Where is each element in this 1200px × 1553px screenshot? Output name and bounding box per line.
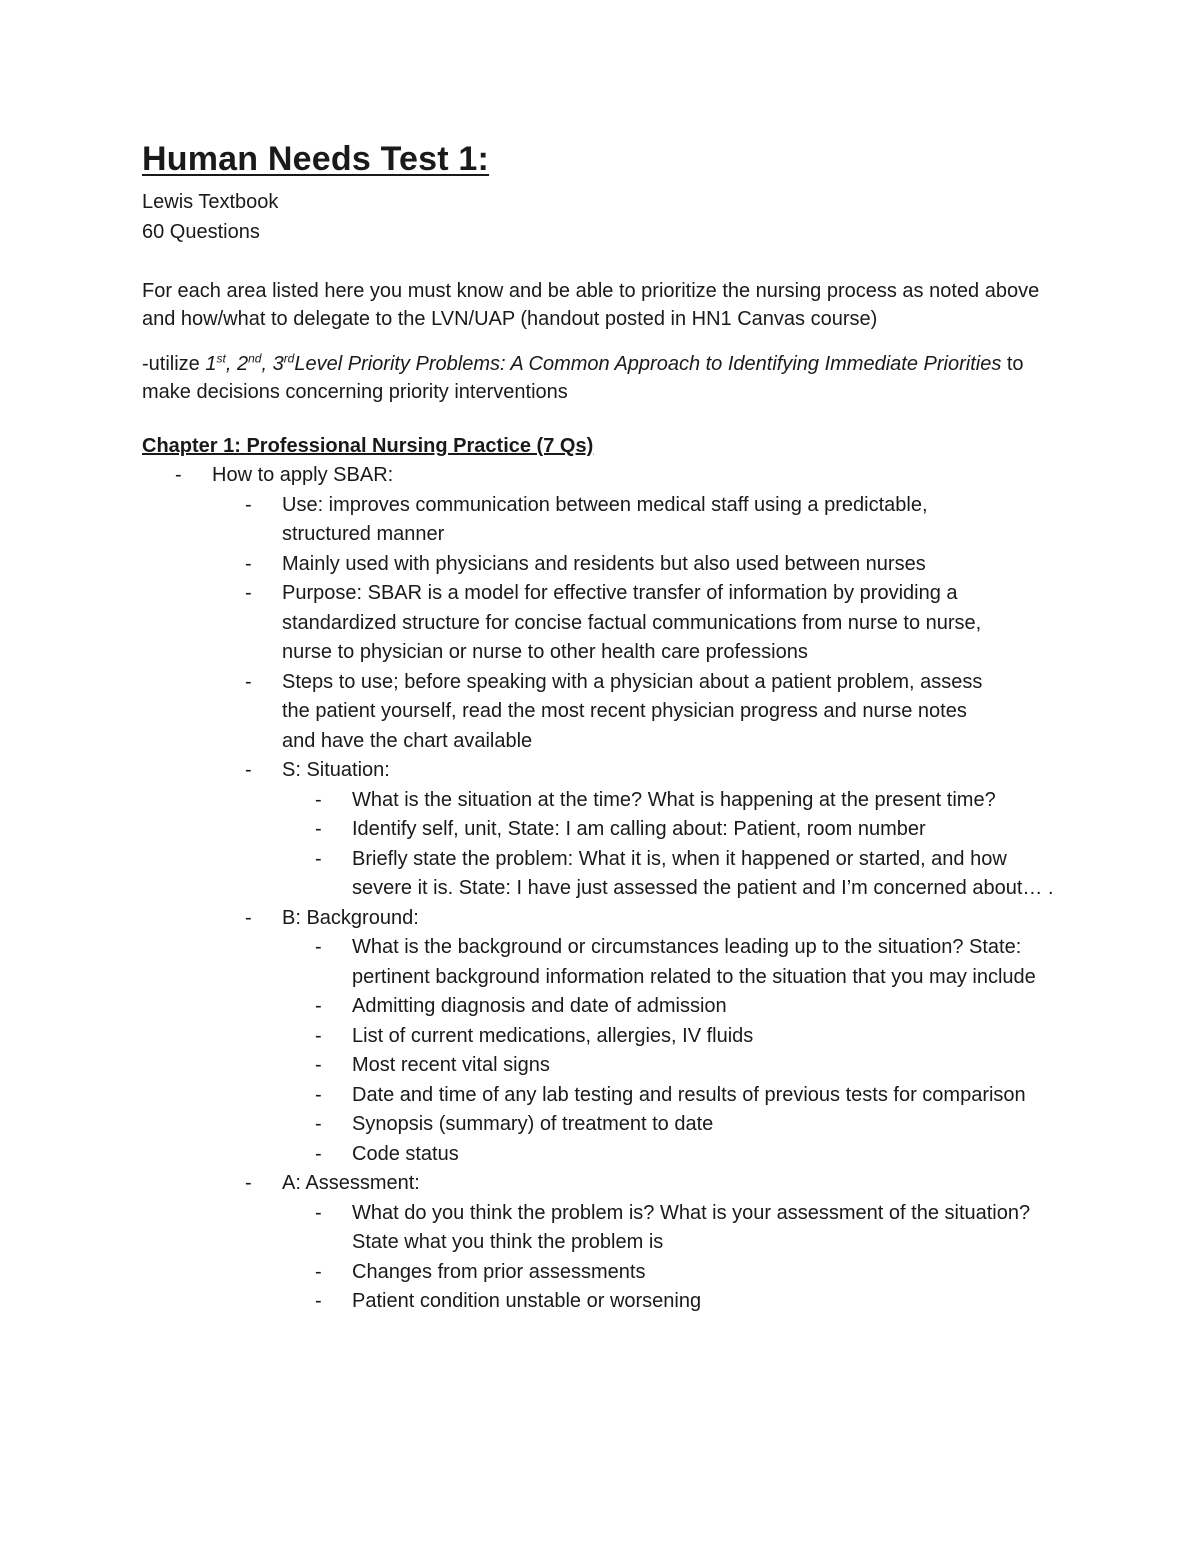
bullet-dash: - [315,1201,322,1224]
list-item-text: Date and time of any lab testing and results of previous tests for comparison [352,1083,1026,1106]
bullet-dash: - [315,1290,322,1312]
list-item-text: Identify self, unit, State: I am calling about: Patient, room number [352,818,926,840]
situation-item [212,756,1082,904]
list-item-text: What is the background or circumstances leading up to the situation? State: pertinent background information related to the situation that you may include [352,936,1036,988]
sbar-list [212,491,1082,1317]
bullet-dash: - [175,464,182,486]
list-item-text: Briefly state the problem: What it is, when it happened or started, and how severe it is. State: I have just assessed the patient and I’m concerned about… . [352,847,1054,899]
question-count-text: 60 Questions [142,221,260,243]
page-title: Human Needs Test 1: [142,140,490,178]
list-item-text: Most recent vital signs [352,1054,550,1076]
assessment-label: A: Assessment: [282,1172,420,1194]
utilize-first: 1 [205,353,217,375]
bullet-dash: - [245,759,252,781]
list-item-text: List of current medications, allergies, IV fluids [352,1024,754,1047]
bullet-dash: - [315,995,322,1017]
bullet-dash: - [315,818,322,840]
list-item [282,1199,1082,1258]
utilize-sep2: , [261,353,273,375]
utilize-first-sup: st [216,351,226,366]
list-item-text: What is the situation at the time? What is happening at the present time? [352,788,996,811]
situation-list [282,786,1082,904]
instructions-paragraph: For each area listed here you must know and be able to prioritize the nursing process as noted above and how/what to delegate to the LVN/UAP (handout posted in HN1 Canvas course) [142,280,1040,330]
bullet-dash: - [315,847,322,870]
list-item [282,1081,1082,1111]
list-item [282,992,1082,1022]
assessment-item [212,1169,1082,1317]
list-item-text: Mainly used with physicians and residents but also used between nurses [282,552,926,575]
list-item [282,1110,1082,1140]
list-item [282,1258,1082,1288]
list-item [212,550,1082,580]
bullet-dash: - [315,1142,322,1165]
list-item [282,1022,1082,1052]
list-item [212,491,1082,550]
list-item-text: Code status [352,1142,459,1165]
bullet-dash: - [315,936,322,958]
list-item-text: What do you think the problem is? What is your assessment of the situation? State what you think the problem is [352,1201,1031,1253]
bullet-dash: - [315,1083,322,1106]
bullet-dash: - [245,670,252,693]
bullet-dash: - [315,1024,322,1047]
list-item [282,786,1082,816]
background-label: B: Background: [282,906,419,929]
list-item-text: Purpose: SBAR is a model for effective transfer of information by providing a standardized structure for concise factual communications from nurse to nurse, nurse to physician or nurse to other health care professions [282,582,982,663]
list-item [212,579,1082,668]
bullet-dash: - [245,552,252,575]
list-item-text: Use: improves communication between medical staff using a predictable, structured manner [282,493,928,545]
chapter-outline [142,461,1082,1317]
bullet-dash: - [315,1054,322,1076]
bullet-dash: - [315,788,322,811]
utilize-third-sup: rd [283,351,295,366]
list-item [142,461,1082,1317]
bullet-dash: - [315,1113,322,1135]
bullet-dash: - [245,1172,252,1194]
utilize-second: 2 [236,353,249,375]
bullet-dash: - [245,493,252,516]
list-item-text: Patient condition unstable or worsening [352,1290,702,1312]
list-item [282,1287,1082,1317]
utilize-second-sup: nd [248,351,262,366]
list-item [282,845,1082,904]
utilize-third: 3 [272,353,284,375]
background-list [282,933,1082,1169]
utilize-paragraph [142,350,1072,406]
list-item-text: Admitting diagnosis and date of admission [352,995,727,1017]
topic-text: How to apply SBAR: [212,464,394,486]
list-item [282,1051,1082,1081]
chapter-heading: Chapter 1: Professional Nursing Practice (7 Qs) [142,435,594,457]
list-item [282,815,1082,845]
assessment-list [282,1199,1082,1317]
utilize-italic-text: Level Priority Problems: A Common Approach to Identifying Immediate Priorities [294,353,1002,375]
list-item-text: Changes from prior assessments [352,1260,646,1283]
background-item [212,904,1082,1170]
utilize-suffix: to make decisions concerning priority interventions [142,353,1024,403]
source-text: Lewis Textbook [142,191,279,213]
bullet-dash: - [245,582,252,604]
situation-label: S: Situation: [282,759,390,781]
bullet-dash: - [315,1260,322,1283]
list-item [212,668,1082,757]
utilize-sep1: , [225,353,237,375]
list-item [282,1140,1082,1170]
utilize-prefix: -utilize [142,353,206,375]
bullet-dash: - [245,906,252,929]
list-item-text: Synopsis (summary) of treatment to date [352,1113,714,1135]
list-item-text: Steps to use; before speaking with a physician about a patient problem, assess the patient yourself, read the most recent physician progress and nurse notes and have the chart available [282,670,983,752]
list-item [282,933,1082,992]
